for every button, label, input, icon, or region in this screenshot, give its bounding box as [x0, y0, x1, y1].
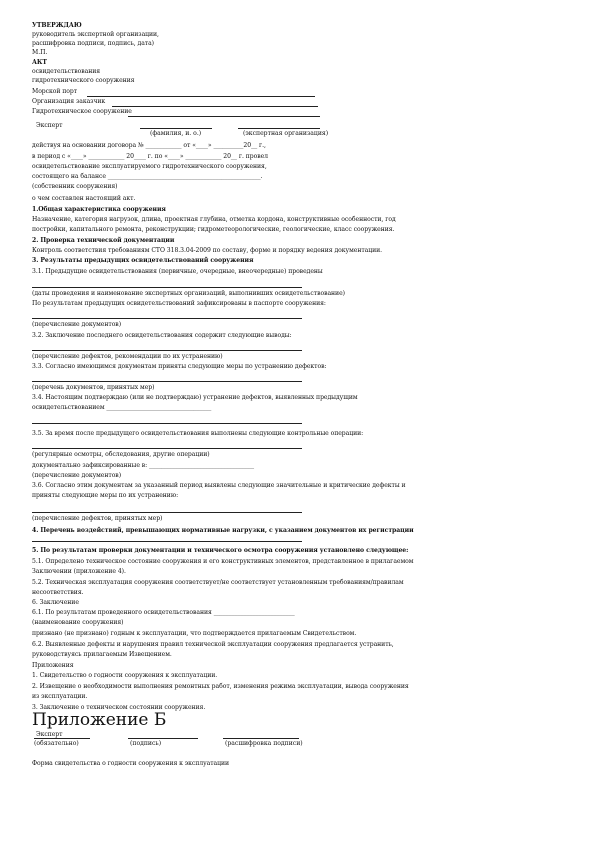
balance-line: состоящего на балансе ___________________________________________________.: [32, 173, 263, 180]
appendices-title: Приложения: [32, 662, 74, 669]
section-6-1-text: признано (не признано) годным к эксплуатации, что подтверждается прилагаемым Свидетельством.: [32, 630, 357, 637]
section-3-3-underline: [32, 381, 302, 382]
section-3-3-caption: (перечень документов, принятых мер): [32, 384, 155, 391]
section-3-5-docs-caption: (перечисление документов): [32, 472, 122, 479]
section-6-1: 6.1. По результатам проведенного освидетельствования ___________________________: [32, 609, 295, 616]
section-3-1-results-underline: [32, 318, 302, 319]
section-3-3: 3.3. Согласно имеющимся документам приняты следующие меры по устранению дефектов:: [32, 363, 327, 370]
section-3-2: 3.2. Заключение последнего освидетельствования содержит следующие выводы:: [32, 332, 292, 339]
section-3-1: 3.1. Предыдущие освидетельствования (первичные, очередные, внеочередные) проведены: [32, 268, 323, 275]
section-3-5-underline: [32, 448, 302, 449]
state-line: о чем составлен настоящий акт.: [32, 195, 136, 202]
section-5-2-a: 5.2. Техническая эксплуатация сооружения соответствует/не соответствует установленным требованиям/правилам: [32, 579, 404, 586]
fio-caption: (фамилия, и. о.): [150, 130, 202, 137]
section-3-6-underline: [32, 512, 302, 513]
signature-caption-2: (подпись): [130, 740, 162, 747]
section-3-5-docs: документально зафиксированные в: ___________________________________: [32, 462, 254, 469]
section-1-text-2: постройки, капитального ремонта, реконструкции; гидрометеорологические, геологические, класс сооружения.: [32, 226, 395, 233]
port-label: Морской порт: [32, 88, 78, 95]
decode-line: расшифровка подписи, подпись, дата): [32, 40, 155, 47]
section-4-title: 4. Перечень воздействий, превышающих нормативные нагрузки, с указанием документов их регистрации: [32, 527, 414, 534]
act-subtitle-1: освидетельствования: [32, 68, 101, 75]
appendix-3: 3. Заключение о техническом состоянии сооружения.: [32, 704, 206, 711]
section-6-1-caption: (наименование сооружения): [32, 619, 124, 626]
act-subtitle-2: гидротехнического сооружения: [32, 77, 135, 84]
section-6-title: 6. Заключение: [32, 599, 79, 606]
period-line: в период с «____» ____________ 20____ г. по «____» ____________ 20__ г. провел: [32, 153, 268, 160]
head-line: руководитель экспертной организации,: [32, 31, 159, 38]
section-2-text: Контроль соответствия требованиям СТО 318.3.04-2009 по составу, форме и порядку ведения документации.: [32, 247, 383, 254]
section-2-title: 2. Проверка технической документации: [32, 237, 175, 244]
expert-fio-underline: [140, 128, 212, 129]
section-3-6-caption: (перечисление дефектов, принятых мер): [32, 515, 163, 522]
gts-label: Гидротехническое сооружение: [32, 108, 132, 115]
expert-label: Эксперт: [36, 122, 63, 129]
act-title: АКТ: [32, 59, 47, 66]
section-3-4-a: 3.4. Настоящим подтверждаю (или не подтверждаю) устранение дефектов, выявленных предыдущим: [32, 394, 358, 401]
section-3-1-underline: [32, 287, 302, 288]
survey-line: освидетельствование эксплуатируемого гидротехнического сооружения,: [32, 163, 267, 170]
signature-caption-1: (обязательно): [34, 740, 79, 747]
customer-label: Организация заказчик: [32, 98, 106, 105]
section-3-2-underline: [32, 350, 302, 351]
approve-label: УТВЕРЖДАЮ: [32, 22, 82, 29]
stamp-label: М.П.: [32, 49, 48, 56]
signature-underline-1: [34, 738, 90, 739]
appendix-2-a: 2. Извещение о необходимости выполнения ремонтных работ, изменения режима эксплуатации, вывода сооружения: [32, 683, 409, 690]
section-3-1-docs-caption: (перечисление документов): [32, 321, 122, 328]
section-6-2-a: 6.2. Выявленные дефекты и нарушения правил технической эксплуатации сооружения предлагается устранить,: [32, 641, 394, 648]
appendix-heading: Приложение Б: [32, 710, 167, 730]
section-3-2-caption: (перечисление дефектов, рекомендации по их устранению): [32, 353, 223, 360]
holder-caption: (собственник сооружения): [32, 183, 118, 190]
section-6-2-b: руководствуясь прилагаемым Извещением.: [32, 651, 172, 658]
gts-underline: [128, 116, 320, 117]
contract-line: действуя на основании договора № ____________ от «____» __________20__ г.,: [32, 142, 266, 149]
customer-underline: [112, 106, 318, 107]
footer-form-title: Форма свидетельства о годности сооружения к эксплуатации: [32, 760, 230, 767]
section-1-text-1: Назначение, категория нагрузок, длина, проектная глубина, отметка кордона, конструктивные особенности, год: [32, 216, 396, 223]
signature-underline-3: [223, 738, 299, 739]
section-3-4-b: освидетельствованием ___________________________________: [32, 404, 212, 411]
section-3-6-b: приняты следующие меры по их устранению:: [32, 492, 179, 499]
section-3-1-results: По результатам предыдущих освидетельствований зафиксированы в паспорте сооружения:: [32, 300, 326, 307]
section-5-title: 5. По результатам проверки документации и технического осмотра сооружения установлено следующее:: [32, 547, 409, 554]
section-1-title: 1.Общая характеристика сооружения: [32, 206, 166, 213]
section-3-title: 3. Результаты предыдущих освидетельствований сооружения: [32, 257, 254, 264]
signature-underline-2: [128, 738, 198, 739]
signature-expert-label: Эксперт: [36, 731, 63, 738]
section-5-2-b: несоответствия.: [32, 589, 84, 596]
org-caption: (экспертная организация): [243, 130, 329, 137]
section-3-1-caption: (даты проведения и наименование экспертных организаций, выполнивших освидетельствование): [32, 290, 345, 297]
signature-caption-3: (расшифровка подписи): [225, 740, 303, 747]
section-5-1-a: 5.1. Определено техническое состояние сооружения и его конструктивных элементов, представленное в прилагаемом: [32, 558, 414, 565]
section-3-5: 3.5. За время после предыдущего освидетельствования выполнены следующие контрольные операции:: [32, 430, 364, 437]
section-3-5-caption: (регулярные осмотры, обследования, другие операции): [32, 451, 210, 458]
section-5-1-b: Заключении (приложение 4).: [32, 568, 126, 575]
appendix-2-b: из эксплуатации.: [32, 693, 88, 700]
expert-org-underline: [238, 128, 320, 129]
section-4-underline: [32, 541, 302, 542]
appendix-1: 1. Свидетельство о годности сооружения к эксплуатации.: [32, 672, 218, 679]
section-3-6-a: 3.6. Согласно этим документам за указанный период выявлены следующие значительные и критические дефекты и: [32, 482, 406, 489]
port-underline: [87, 96, 315, 97]
section-3-4-underline: [32, 423, 302, 424]
